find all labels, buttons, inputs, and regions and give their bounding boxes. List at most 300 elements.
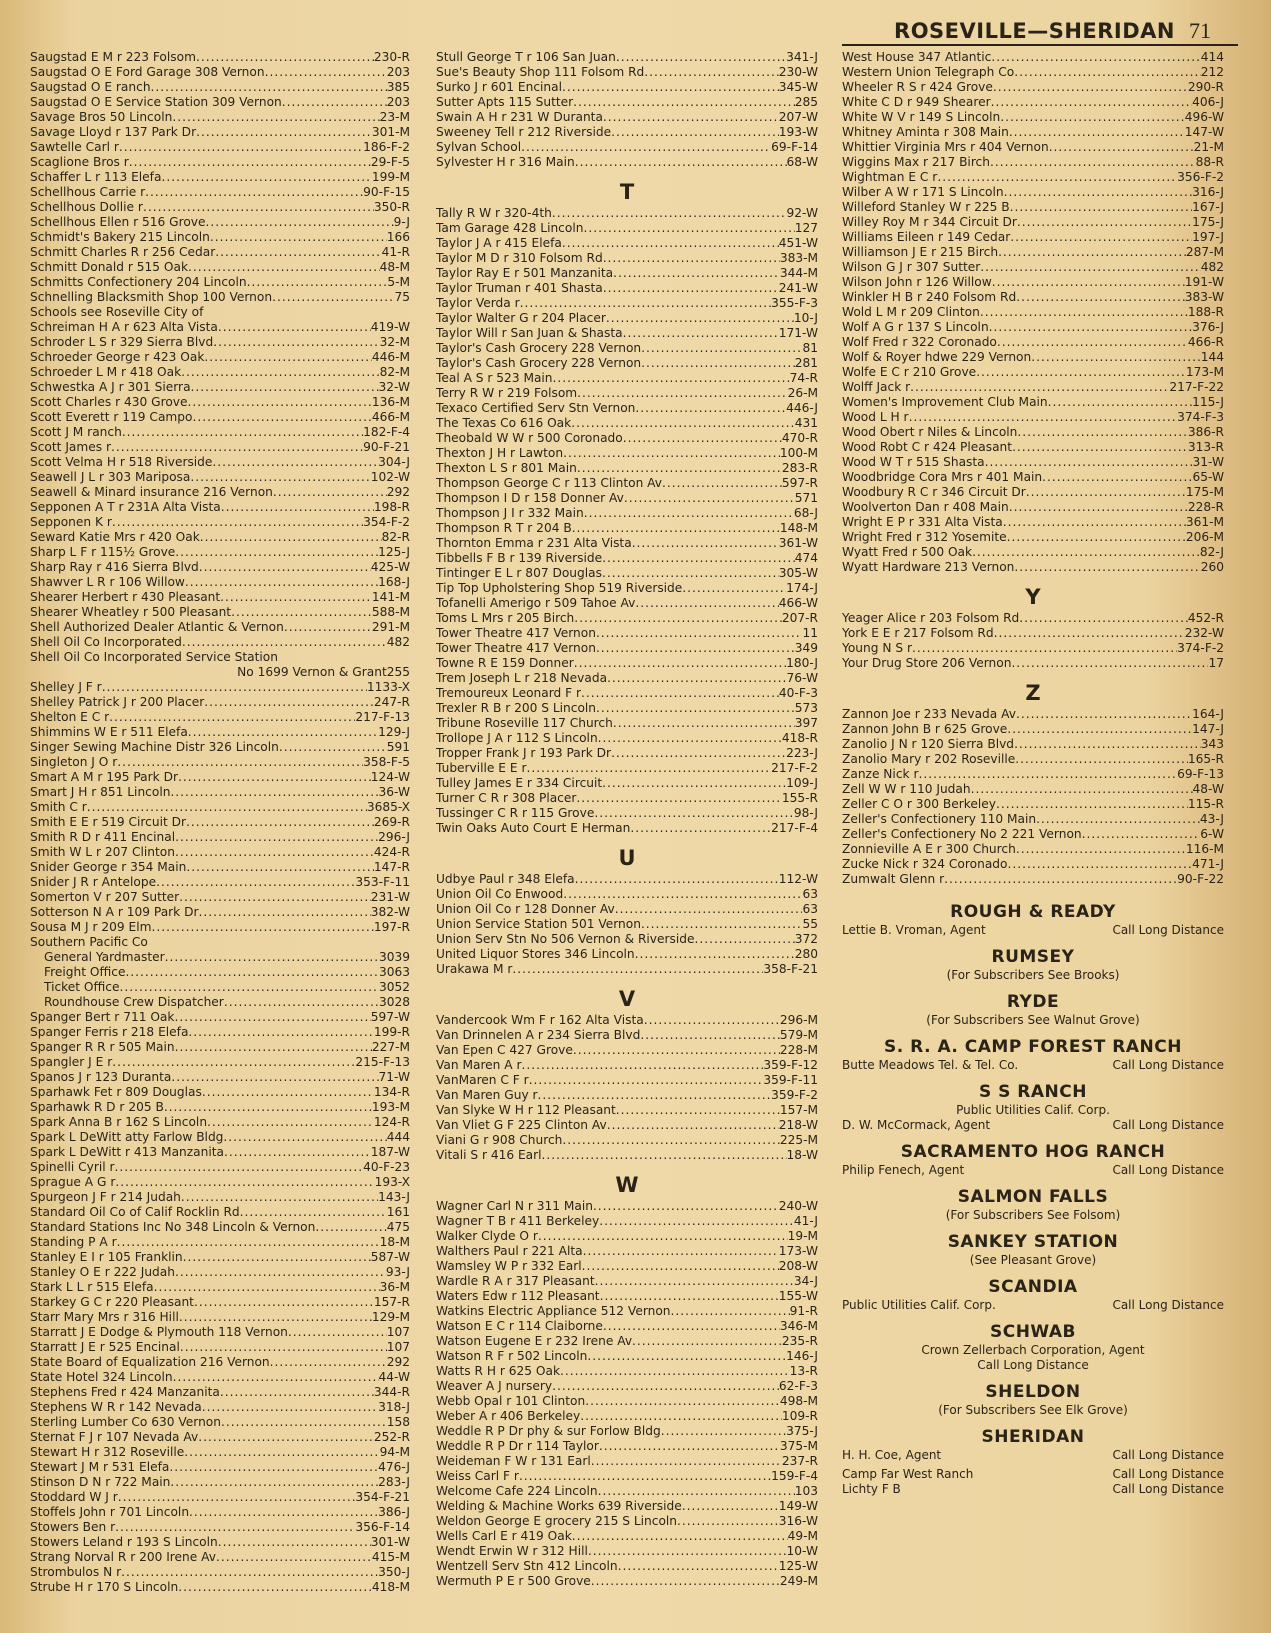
listing-name: Young N S r bbox=[842, 641, 912, 655]
listing-row bbox=[436, 1454, 818, 1469]
leader-dots bbox=[216, 1550, 372, 1565]
listing-name: Tam Garage 428 Lincoln bbox=[436, 221, 584, 235]
listing-row bbox=[30, 1085, 410, 1100]
town-heading: SCANDIA bbox=[988, 1277, 1078, 1297]
listing-name: Sutter Apts 115 Sutter bbox=[436, 95, 574, 109]
listing-number: 247-R bbox=[373, 695, 410, 709]
listing-number: 269-R bbox=[373, 815, 410, 829]
listing-number: 292 bbox=[386, 1355, 410, 1369]
listing-name: Weddle R P Dr r 114 Taylor bbox=[436, 1439, 599, 1453]
leader-dots bbox=[635, 401, 786, 416]
listing-number: 305-W bbox=[778, 566, 818, 580]
listing-row bbox=[30, 1295, 410, 1310]
listing-number: 197-J bbox=[1192, 230, 1224, 244]
listing-row bbox=[436, 791, 818, 806]
listing-row bbox=[30, 545, 410, 560]
listing-name: Sharp Ray r 416 Sierra Blvd bbox=[30, 560, 199, 574]
listing-row bbox=[436, 311, 818, 326]
listing-row bbox=[436, 1484, 818, 1499]
listing-group-w bbox=[436, 1199, 818, 1589]
listing-row bbox=[842, 737, 1224, 752]
listing-name: Van Drinnelen A r 234 Sierra Blvd bbox=[436, 1028, 641, 1042]
listing-name: Seawell J L r 303 Mariposa bbox=[30, 470, 191, 484]
listing-row bbox=[842, 515, 1224, 530]
listing-name: Towne R E 159 Donner bbox=[436, 656, 574, 670]
listing-number: 93-J bbox=[385, 1265, 410, 1279]
leader-dots bbox=[288, 1325, 387, 1340]
leader-dots bbox=[206, 215, 394, 230]
listing-name: Western Union Telegraph Co bbox=[842, 65, 1015, 79]
listing-name: Starratt J E Dodge & Plymouth 118 Vernon bbox=[30, 1325, 288, 1339]
listing-name: Standard Stations Inc No 348 Lincoln & Vernon bbox=[30, 1220, 316, 1234]
listing-name: Van Vliet G F 225 Clinton Av bbox=[436, 1118, 607, 1132]
leader-dots bbox=[529, 1073, 764, 1088]
listing-row bbox=[436, 1088, 818, 1103]
listing-number: 90-F-22 bbox=[1177, 872, 1224, 886]
listing-number: 345-W bbox=[778, 80, 818, 94]
listing-name: Wendt Erwin W r 312 Hill bbox=[436, 1544, 588, 1558]
listing-name: Taylor Verda r bbox=[436, 296, 520, 310]
page-header bbox=[894, 18, 1211, 44]
listing-row bbox=[436, 641, 818, 656]
leader-dots bbox=[677, 1514, 779, 1529]
leader-dots bbox=[971, 782, 1193, 797]
listing-number: 316-W bbox=[778, 1514, 818, 1528]
listing-row bbox=[30, 665, 410, 680]
listing-row bbox=[30, 410, 410, 425]
listing-name: Twin Oaks Auto Court E Herman bbox=[436, 821, 631, 835]
town-note: (For Subscribers See Brooks) bbox=[946, 968, 1120, 982]
listing-number: 223-J bbox=[786, 746, 818, 760]
listing-number: 100-M bbox=[779, 446, 818, 460]
leader-dots bbox=[576, 791, 781, 806]
leader-dots bbox=[996, 797, 1188, 812]
listing-number: 260 bbox=[1200, 560, 1224, 574]
listing-row bbox=[30, 1115, 410, 1130]
listing-row bbox=[436, 1103, 818, 1118]
listing-name: Standing P A r bbox=[30, 1235, 117, 1249]
leader-dots bbox=[315, 1220, 386, 1235]
listing-name: Van Epen C 427 Grove bbox=[436, 1043, 573, 1057]
listing-name: White W V r 149 S Lincoln bbox=[842, 110, 1001, 124]
listing-name: Smith E E r 519 Circuit Dr bbox=[30, 815, 187, 829]
listing-row bbox=[30, 1190, 410, 1205]
listing-row bbox=[436, 1424, 818, 1439]
listing-number: 283-J bbox=[378, 1475, 410, 1489]
listing-row bbox=[842, 185, 1224, 200]
listing-name: Smart J H r 851 Lincoln bbox=[30, 785, 171, 799]
listing-name: Schreiman H A r 623 Alta Vista bbox=[30, 320, 218, 334]
listing-name: Watts R H r 625 Oak bbox=[436, 1364, 561, 1378]
listing-row bbox=[30, 1445, 410, 1460]
listing-number: 383-M bbox=[779, 251, 818, 265]
leader-dots bbox=[203, 305, 410, 320]
leader-dots bbox=[594, 806, 793, 821]
listing-number: 207-R bbox=[781, 611, 818, 625]
listing-name: Sue's Beauty Shop 111 Folsom Rd bbox=[436, 65, 645, 79]
town-sacramento-hog bbox=[842, 1141, 1224, 1178]
leader-dots bbox=[284, 620, 372, 635]
listing-row bbox=[436, 266, 818, 281]
listing-name: Watson Eugene E r 232 Irene Av bbox=[436, 1334, 633, 1348]
listing-number: 74-R bbox=[789, 371, 818, 385]
listing-row bbox=[30, 140, 410, 155]
listing-number: 241-W bbox=[778, 281, 818, 295]
leader-dots bbox=[115, 1520, 355, 1535]
leader-dots bbox=[165, 950, 379, 965]
leader-dots bbox=[111, 440, 363, 455]
listing-name: Singleton J O r bbox=[30, 755, 118, 769]
listing-row bbox=[842, 200, 1224, 215]
leader-dots bbox=[196, 125, 372, 140]
listing-number: 165-R bbox=[1187, 752, 1224, 766]
town-heading: RUMSEY bbox=[991, 947, 1075, 967]
listing-name: Union Oil Co r 128 Donner Av bbox=[436, 902, 615, 916]
leader-dots bbox=[210, 230, 387, 245]
listing-name: Thompson I D r 158 Donner Av bbox=[436, 491, 624, 505]
leader-dots bbox=[224, 1145, 371, 1160]
listing-group-u bbox=[436, 872, 818, 977]
leader-dots bbox=[512, 962, 763, 977]
listing-row bbox=[842, 626, 1224, 641]
listing-name: Wamsley W P r 332 Earl bbox=[436, 1259, 582, 1273]
listing-number: 31-W bbox=[1192, 455, 1224, 469]
listing-row bbox=[436, 917, 818, 932]
leader-dots bbox=[682, 581, 786, 596]
listing-row bbox=[436, 1394, 818, 1409]
listing-name: Schnelling Blacksmith Shop 100 Vernon bbox=[30, 290, 273, 304]
leader-dots bbox=[635, 596, 778, 611]
listing-row bbox=[436, 962, 818, 977]
listing-number: 161 bbox=[386, 1205, 410, 1219]
listing-row bbox=[30, 1370, 410, 1385]
listing-number: Call Long Distance bbox=[1112, 1467, 1224, 1481]
listing-number: 158 bbox=[386, 1415, 410, 1429]
listing-number: 136-M bbox=[371, 395, 410, 409]
listing-name: Trem Joseph L r 218 Nevada bbox=[436, 671, 608, 685]
leader-dots bbox=[563, 446, 780, 461]
listing-number: 375-M bbox=[779, 1439, 818, 1453]
leader-dots bbox=[171, 1070, 378, 1085]
town-heading: SACRAMENTO HOG RANCH bbox=[900, 1142, 1166, 1162]
listing-name: Women's Improvement Club Main bbox=[842, 395, 1048, 409]
listing-name: West House 347 Atlantic bbox=[842, 50, 992, 64]
leader-dots bbox=[204, 350, 371, 365]
listing-number: 98-J bbox=[793, 806, 818, 820]
listing-name: Van Maren Guy r bbox=[436, 1088, 538, 1102]
listing-row bbox=[30, 815, 410, 830]
listing-row bbox=[842, 350, 1224, 365]
listing-number: 125-J bbox=[378, 545, 410, 559]
leader-dots bbox=[180, 1340, 387, 1355]
listing-number: 143-J bbox=[378, 1190, 410, 1204]
listing-row bbox=[842, 410, 1224, 425]
listing-row bbox=[30, 1325, 410, 1340]
listing-name: Zell W W r 110 Judah bbox=[842, 782, 971, 796]
town-note: (For Subscribers See Elk Grove) bbox=[938, 1403, 1128, 1417]
leader-dots bbox=[182, 635, 387, 650]
letter-heading-z: Z bbox=[1025, 681, 1041, 705]
listing-number: 476-J bbox=[378, 1460, 410, 1474]
leader-dots bbox=[560, 1364, 790, 1379]
listing-row bbox=[30, 965, 410, 980]
leader-dots bbox=[980, 305, 1188, 320]
listing-name: United Liquor Stores 346 Lincoln bbox=[436, 947, 635, 961]
town-heading: SALMON FALLS bbox=[957, 1187, 1109, 1207]
listing-row bbox=[436, 731, 818, 746]
listing-name: Zeller's Confectionery No 2 221 Vernon bbox=[842, 827, 1082, 841]
listing-name: Sharp L F r 115½ Grove bbox=[30, 545, 176, 559]
listing-number: 206-M bbox=[1185, 530, 1224, 544]
listing-row bbox=[436, 872, 818, 887]
leader-dots bbox=[143, 200, 374, 215]
listing-number: 475 bbox=[386, 1220, 410, 1234]
listing-number: 415-M bbox=[371, 1550, 410, 1564]
listing-name: Freight Office bbox=[44, 965, 126, 979]
listing-name: Seawell & Minard insurance 216 Vernon bbox=[30, 485, 273, 499]
town-agent: Public Utilities Calif. Corp. bbox=[842, 1298, 996, 1312]
listing-row bbox=[436, 902, 818, 917]
listing-name: Waters Edw r 112 Pleasant bbox=[436, 1289, 600, 1303]
leader-dots bbox=[184, 1445, 379, 1460]
listing-number: 82-J bbox=[1199, 545, 1224, 559]
listing-name: Tintinger E L r 807 Douglas bbox=[436, 566, 602, 580]
listing-number: 167-J bbox=[1192, 200, 1224, 214]
listing-row bbox=[842, 80, 1224, 95]
listing-name: Singer Sewing Machine Distr 326 Lincoln bbox=[30, 740, 279, 754]
listing-number: 482 bbox=[1200, 260, 1224, 274]
listing-name: Shell Oil Co Incorporated Service Station bbox=[30, 650, 278, 664]
listing-number: 372 bbox=[794, 932, 818, 946]
listing-name: Tulley James E r 334 Circuit bbox=[436, 776, 603, 790]
listing-row bbox=[842, 395, 1224, 410]
listing-number: 155-W bbox=[778, 1289, 818, 1303]
listing-row bbox=[30, 155, 410, 170]
leader-dots bbox=[191, 380, 379, 395]
listing-name: Wolf & Royer hdwe 229 Vernon bbox=[842, 350, 1032, 364]
listing-number: 68-J bbox=[793, 506, 818, 520]
listing-number: 129-J bbox=[378, 725, 410, 739]
listing-name: Snider George r 354 Main bbox=[30, 860, 187, 874]
leader-dots bbox=[644, 65, 778, 80]
leader-dots bbox=[129, 155, 371, 170]
listing-number: 361-W bbox=[778, 536, 818, 550]
listing-name: Schmitt Charles R r 256 Cedar bbox=[30, 245, 216, 259]
listing-row bbox=[436, 686, 818, 701]
listing-row bbox=[30, 935, 410, 950]
listing-row bbox=[30, 95, 410, 110]
page-title: ROSEVILLE—SHERIDAN bbox=[894, 19, 1175, 43]
listing-row bbox=[842, 425, 1224, 440]
leader-dots bbox=[598, 1484, 795, 1499]
listing-name: State Hotel 324 Lincoln bbox=[30, 1370, 173, 1384]
listing-row bbox=[30, 650, 410, 665]
leader-dots bbox=[632, 1334, 782, 1349]
listing-row bbox=[30, 1040, 410, 1055]
listing-name: Smith C r bbox=[30, 800, 87, 814]
leader-dots bbox=[615, 902, 803, 917]
leader-dots bbox=[522, 1058, 764, 1073]
listing-name: Taylor Walter G r 204 Placer bbox=[436, 311, 606, 325]
listing-row bbox=[30, 305, 410, 320]
listing-number: 107 bbox=[386, 1340, 410, 1354]
listing-name: The Texas Co 616 Oak bbox=[436, 416, 572, 430]
town-heading: S. R. A. CAMP FOREST RANCH bbox=[884, 1037, 1182, 1057]
listing-number: 171-W bbox=[778, 326, 818, 340]
listing-name: Sousa M J r 209 Elm bbox=[30, 920, 152, 934]
listing-number: 212 bbox=[1200, 65, 1224, 79]
listing-row bbox=[842, 125, 1224, 140]
leader-dots bbox=[991, 50, 1200, 65]
leader-dots bbox=[188, 1025, 373, 1040]
listing-number: 175-J bbox=[1192, 215, 1224, 229]
listing-number: 21-M bbox=[1193, 140, 1224, 154]
leader-dots bbox=[623, 326, 779, 341]
listing-number: 414 bbox=[1200, 50, 1224, 64]
leader-dots bbox=[993, 80, 1188, 95]
town-note: Call Long Distance bbox=[1112, 1058, 1224, 1072]
leader-dots bbox=[273, 485, 387, 500]
listing-name: Saugstad O E ranch bbox=[30, 80, 151, 94]
listing-name: Wood Robt C r 424 Pleasant bbox=[842, 440, 1013, 454]
listing-number: 182-F-4 bbox=[363, 425, 410, 439]
listing-number: 147-R bbox=[373, 860, 410, 874]
listing-row bbox=[436, 416, 818, 431]
listing-name: No 1699 Vernon & Grant bbox=[237, 665, 387, 679]
leader-dots bbox=[582, 1259, 779, 1274]
listing-row bbox=[30, 890, 410, 905]
listing-row bbox=[30, 455, 410, 470]
leader-dots bbox=[644, 1013, 780, 1028]
leader-dots bbox=[121, 1565, 378, 1580]
leader-dots bbox=[220, 1385, 374, 1400]
listing-number: 425-W bbox=[370, 560, 410, 574]
listing-name: Spangler J E r bbox=[30, 1055, 113, 1069]
listing-name: Udbye Paul r 348 Elefa bbox=[436, 872, 575, 886]
leader-dots bbox=[145, 185, 363, 200]
listing-row bbox=[436, 521, 818, 536]
listing-row bbox=[436, 1469, 818, 1484]
leader-dots bbox=[997, 335, 1188, 350]
town-ryde bbox=[842, 991, 1224, 1028]
leader-dots bbox=[151, 920, 373, 935]
listing-row bbox=[30, 1505, 410, 1520]
leader-dots bbox=[1014, 560, 1200, 575]
listing-number: 227-M bbox=[371, 1040, 410, 1054]
leader-dots bbox=[599, 1439, 780, 1454]
leader-dots bbox=[221, 500, 374, 515]
listing-row bbox=[30, 1475, 410, 1490]
listing-number: 124-R bbox=[373, 1115, 410, 1129]
listing-number: 3028 bbox=[378, 995, 410, 1009]
listing-name: Webb Opal r 101 Clinton bbox=[436, 1394, 586, 1408]
listing-number: 344-M bbox=[779, 266, 818, 280]
listing-name: Shimmins W E r 511 Elefa bbox=[30, 725, 188, 739]
listing-row bbox=[30, 200, 410, 215]
listing-name: Taylor Truman r 401 Shasta bbox=[436, 281, 603, 295]
leader-dots bbox=[175, 1265, 386, 1280]
leader-dots bbox=[102, 680, 367, 695]
leader-dots bbox=[972, 545, 1200, 560]
listing-number: 1133-X bbox=[366, 680, 410, 694]
leader-dots bbox=[587, 1349, 786, 1364]
header-rule bbox=[842, 44, 1238, 46]
listing-number: 34-J bbox=[793, 1274, 818, 1288]
leader-dots bbox=[992, 275, 1185, 290]
listing-name: Schellhous Dollie r bbox=[30, 200, 143, 214]
listing-row bbox=[30, 875, 410, 890]
listing-row bbox=[30, 1100, 410, 1115]
town-sheridan bbox=[842, 1426, 1224, 1497]
listing-name: Spark L DeWitt atty Farlow Bldg bbox=[30, 1130, 224, 1144]
listing-name: Starkey G C r 220 Pleasant bbox=[30, 1295, 194, 1309]
leader-dots bbox=[607, 1118, 779, 1133]
listing-row bbox=[436, 386, 818, 401]
listing-row bbox=[30, 425, 410, 440]
leader-dots bbox=[521, 140, 771, 155]
listing-name: Savage Lloyd r 137 Park Dr bbox=[30, 125, 197, 139]
leader-dots bbox=[1082, 827, 1201, 842]
leader-dots bbox=[577, 461, 782, 476]
leader-dots bbox=[1036, 812, 1200, 827]
listing-number: 115-R bbox=[1187, 797, 1224, 811]
listing-name: Zeller's Confectionery 110 Main bbox=[842, 812, 1037, 826]
listing-name: Teal A S r 523 Main bbox=[436, 371, 553, 385]
listing-row bbox=[842, 110, 1224, 125]
leader-dots bbox=[279, 740, 387, 755]
town-rumsey bbox=[842, 946, 1224, 983]
leader-dots bbox=[596, 701, 795, 716]
leader-dots bbox=[937, 170, 1177, 185]
leader-dots bbox=[593, 1199, 779, 1214]
listing-row bbox=[436, 1409, 818, 1424]
listing-row bbox=[30, 500, 410, 515]
listing-number: 232-W bbox=[1184, 626, 1224, 640]
listing-row bbox=[30, 740, 410, 755]
listing-name: Sylvan School bbox=[436, 140, 522, 154]
listing-number: 470-R bbox=[781, 431, 818, 445]
listing-number: 32-M bbox=[379, 335, 410, 349]
leader-dots bbox=[169, 1460, 378, 1475]
letter-heading-t: T bbox=[619, 180, 635, 204]
leader-dots bbox=[112, 515, 363, 530]
leader-dots bbox=[1007, 530, 1186, 545]
listing-number: 23-M bbox=[379, 110, 410, 124]
leader-dots bbox=[173, 1370, 379, 1385]
listing-group-v bbox=[436, 1013, 818, 1163]
listing-name: Wagner Carl N r 311 Main bbox=[436, 1199, 593, 1213]
listing-row bbox=[30, 245, 410, 260]
leader-dots bbox=[591, 1574, 780, 1589]
leader-dots bbox=[1016, 842, 1186, 857]
listing-number: 579-M bbox=[779, 1028, 818, 1042]
listing-name: Vandercook Wm F r 162 Alta Vista bbox=[436, 1013, 644, 1027]
listing-number: 199-M bbox=[371, 170, 410, 184]
leader-dots bbox=[188, 725, 378, 740]
listing-number: 127 bbox=[794, 221, 818, 235]
listing-row bbox=[30, 320, 410, 335]
listing-name: Wells Carl E r 419 Oak bbox=[436, 1529, 572, 1543]
listing-row bbox=[30, 290, 410, 305]
listing-number: 255 bbox=[386, 665, 410, 679]
leader-dots bbox=[1017, 215, 1192, 230]
leader-dots bbox=[175, 830, 378, 845]
listing-row bbox=[842, 305, 1224, 320]
listing-row bbox=[30, 1565, 410, 1580]
listing-number: 187-W bbox=[370, 1145, 410, 1159]
listing-number: 386-R bbox=[1187, 425, 1224, 439]
listing-name: Woodbury R C r 346 Circuit Dr bbox=[842, 485, 1026, 499]
